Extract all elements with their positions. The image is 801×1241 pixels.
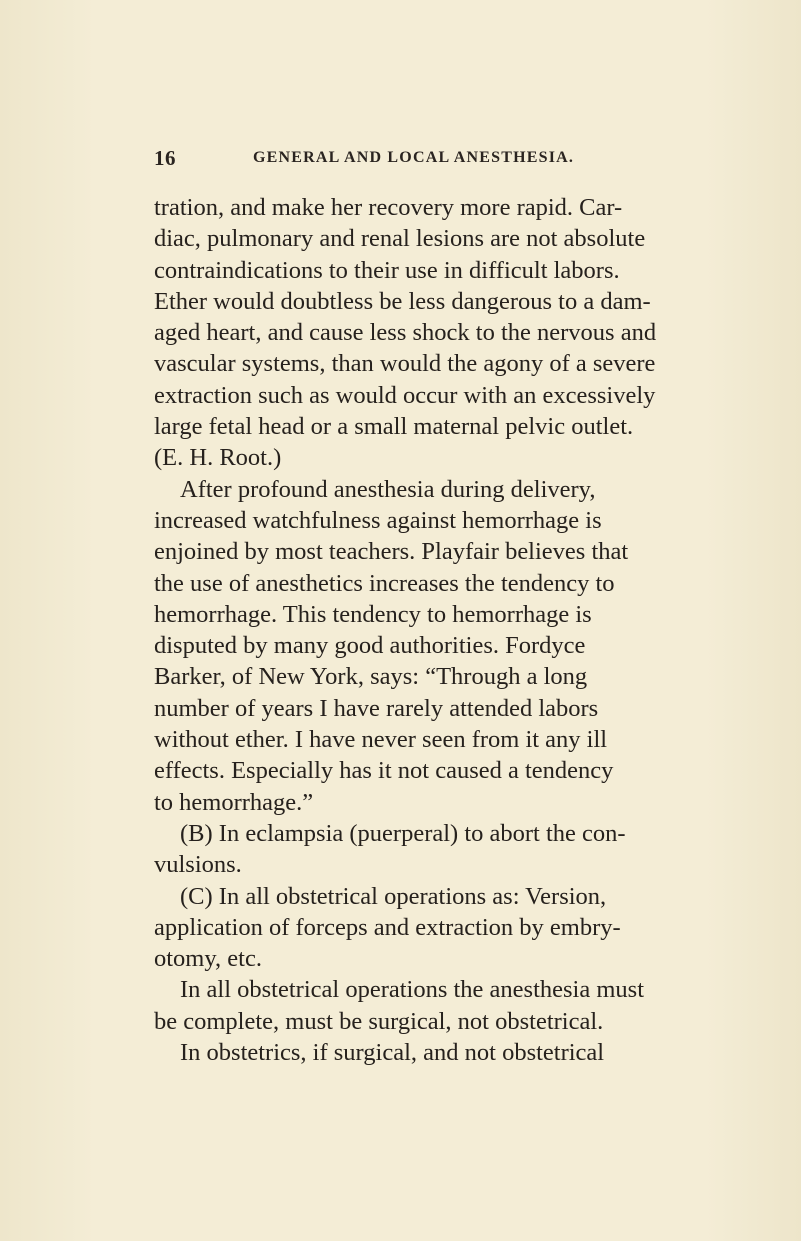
text-line: without ether. I have never seen from it any ill	[154, 726, 608, 754]
text-line: number of years I have rarely attended labors	[154, 694, 599, 722]
text-line: contraindications to their use in difficult labors.	[154, 256, 620, 284]
body-text	[154, 192, 714, 1068]
text-line: (C) In all obstetrical operations as: Version,	[180, 882, 607, 910]
text-line: After profound anesthesia during delivery,	[180, 475, 596, 503]
text-line: In all obstetrical operations the anesthesia must	[180, 976, 645, 1004]
text-line: large fetal head or a small maternal pelvic outlet.	[154, 413, 634, 441]
text-line: In obstetrics, if surgical, and not obstetrical	[180, 1039, 605, 1067]
text-line: enjoined by most teachers. Playfair believes that	[154, 538, 629, 566]
text-line: increased watchfulness against hemorrhage is	[154, 506, 602, 534]
text-line: the use of anesthetics increases the tendency to	[154, 569, 615, 597]
text-line: Barker, of New York, says: “Through a long	[154, 663, 588, 691]
text-line: aged heart, and cause less shock to the nervous and	[154, 319, 657, 347]
text-line: (B) In eclampsia (puerperal) to abort the con-	[180, 819, 626, 847]
text-line: Ether would doubtless be less dangerous to a dam-	[154, 287, 651, 315]
text-line: effects. Especially has it not caused a tendency	[154, 757, 614, 785]
text-line: vascular systems, than would the agony of a severe	[154, 350, 656, 378]
text-line: disputed by many good authorities. Fordyce	[154, 632, 586, 660]
text-line: diac, pulmonary and renal lesions are not absolute	[154, 225, 646, 253]
text-line: (E. H. Root.)	[154, 444, 282, 472]
text-line: tration, and make her recovery more rapid. Car-	[154, 194, 623, 221]
text-line: to hemorrhage.”	[154, 788, 314, 816]
text-line: vulsions.	[154, 851, 242, 879]
running-title: GENERAL AND LOCAL ANESTHESIA.	[253, 149, 575, 166]
text-line: application of forceps and extraction by embry-	[154, 913, 621, 941]
page-header	[154, 146, 714, 172]
page-number: 16	[154, 146, 176, 170]
text-line: be complete, must be surgical, not obstetrical.	[154, 1007, 604, 1035]
text-line: hemorrhage. This tendency to hemorrhage is	[154, 600, 592, 628]
text-line: extraction such as would occur with an excessively	[154, 381, 656, 409]
text-line: otomy, etc.	[154, 945, 262, 973]
